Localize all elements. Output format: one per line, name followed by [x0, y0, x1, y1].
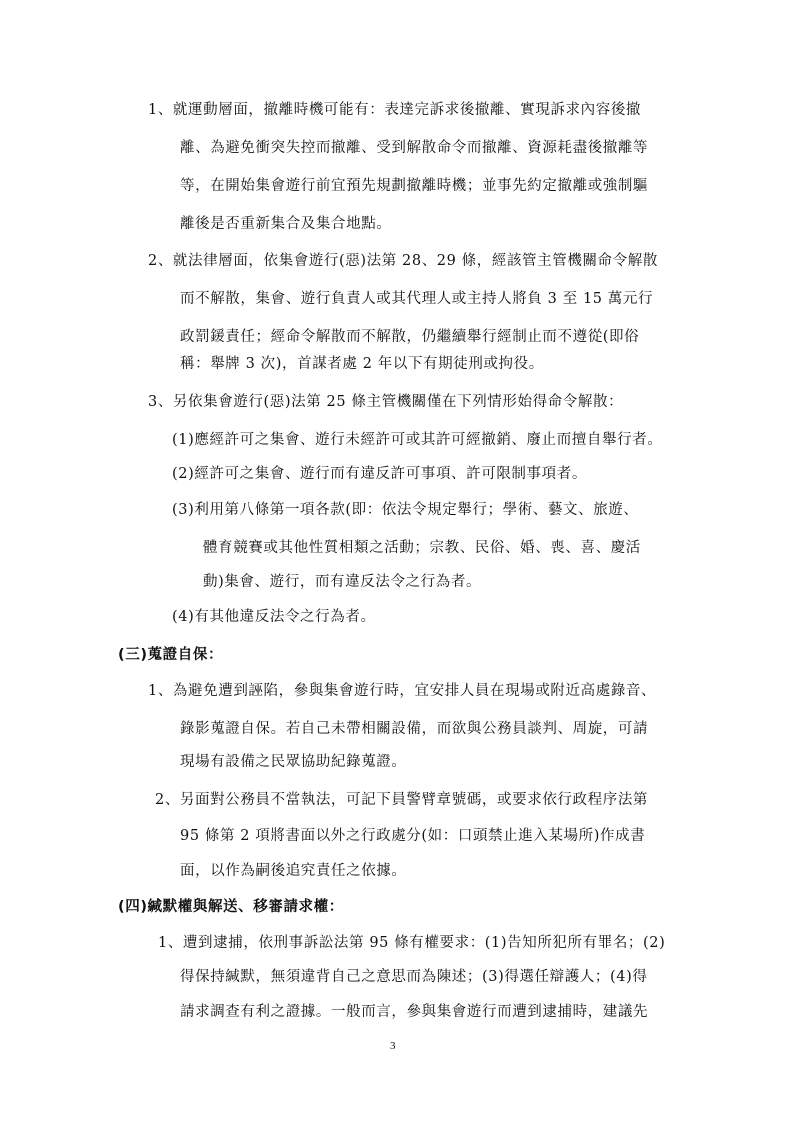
text-line: 95 條第 2 項將書面以外之行政處分(如：口頭禁止進入某場所)作成書 — [180, 828, 646, 844]
page-number: 3 — [390, 1040, 396, 1052]
text-line: 1、為避免遭到誣陷，參與集會遊行時，宜安排人員在現場或附近高處錄音、 — [148, 683, 657, 699]
text-line: 離後是否重新集合及集合地點。 — [180, 216, 392, 232]
text-line: 1、就運動層面，撤離時機可能有：表達完訴求後撤離、實現訴求內容後撤 — [148, 102, 642, 118]
text-line: (1)應經許可之集會、遊行未經許可或其許可經撤銷、廢止而擅自舉行者。 — [172, 432, 663, 448]
text-line: 2、另面對公務員不當執法，可記下員警臂章號碼，或要求依行政程序法第 — [155, 792, 649, 808]
text-line: 面，以作為嗣後追究責任之依據。 — [180, 863, 407, 879]
text-line: 3、另依集會遊行(惡)法第 25 條主管機關僅在下列情形始得命令解散： — [148, 394, 624, 410]
text-line: (4)有其他違反法令之行為者。 — [172, 609, 376, 625]
text-line: 錄影蒐證自保。若自己未帶相關設備，而欲與公務員談判、周旋，可請 — [180, 721, 649, 737]
text-line: 請求調查有利之證據。一般而言，參與集會遊行而遭到逮捕時，建議先 — [180, 1004, 649, 1020]
text-line: (3)利用第八條第一項各款(即：依法令規定舉行；學術、藝文、旅遊、 — [172, 502, 639, 518]
text-line: (2)經許可之集會、遊行而有違反許可事項、許可限制事項者。 — [172, 466, 587, 482]
text-line: 體育競賽或其他性質相類之活動；宗教、民俗、婚、喪、喜、慶活 — [203, 540, 641, 556]
text-line: 等，在開始集會遊行前宜預先規劃撤離時機；並事先約定撤離或強制驅 — [180, 178, 649, 194]
section-heading: (四)緘默權與解送、移審請求權： — [118, 899, 344, 915]
section-heading: (三)蒐證自保： — [118, 647, 224, 663]
text-line: 動)集會、遊行，而有違反法令之行為者。 — [203, 574, 482, 590]
text-line: 政罰鍰責任；經命令解散而不解散，仍繼續舉行經制止而不遵從(即俗 — [180, 329, 640, 345]
text-line: 1、遭到逮捕，依刑事訴訟法第 95 條有權要求：(1)告知所犯所有罪名；(2) — [158, 935, 666, 951]
text-line: 而不解散，集會、遊行負責人或其代理人或主持人將負 3 至 15 萬元行 — [180, 291, 654, 307]
text-line: 離、為避免衝突失控而撤離、受到解散命令而撤離、資源耗盡後撤離等 — [180, 140, 649, 156]
text-line: 2、就法律層面，依集會遊行(惡)法第 28、29 條，經該管主管機關命令解散 — [148, 253, 658, 269]
text-line: 得保持緘默，無須違背自己之意思而為陳述；(3)得選任辯護人；(4)得 — [180, 969, 648, 985]
text-line: 稱：舉牌 3 次)，首謀者處 2 年以下有期徒刑或拘役。 — [180, 356, 544, 372]
text-line: 現場有設備之民眾協助紀錄蒐證。 — [180, 754, 407, 770]
